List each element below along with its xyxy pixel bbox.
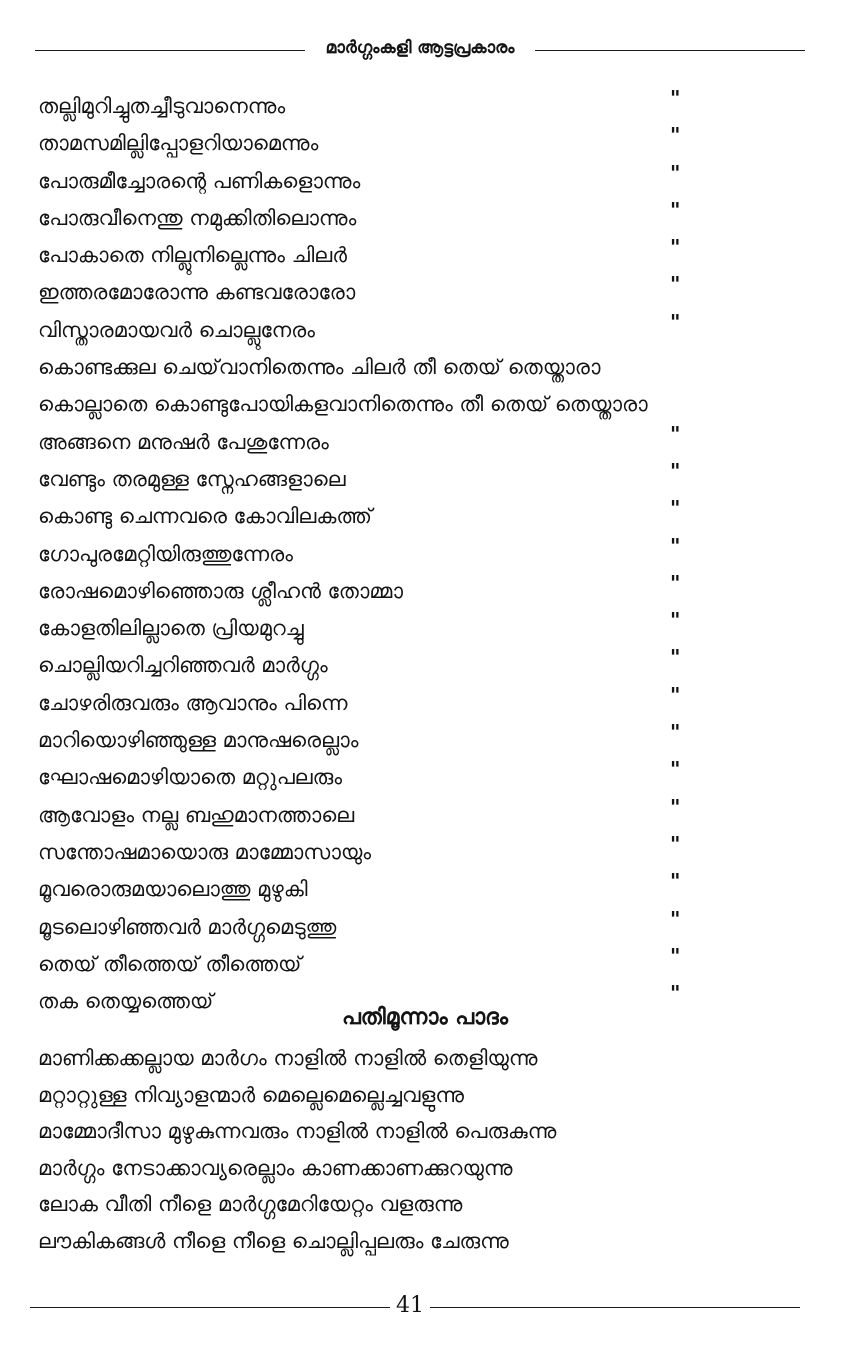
verse-text: തല്ലിമുറിച്ചുതച്ചീടുവാനെന്നും bbox=[38, 94, 286, 118]
verse-text: തെയ് തീത്തെയ് തീത്തെയ് bbox=[38, 951, 302, 976]
verse-text: പോരുവീനെന്തു നമുക്കിതിലൊന്നും bbox=[38, 205, 357, 230]
verse-line bbox=[38, 647, 818, 684]
ditto-mark: " bbox=[670, 86, 681, 110]
page-number: 41 bbox=[396, 1293, 424, 1318]
verse-text: മൂവരൊരുമയാലൊത്തു മുഴുകി bbox=[38, 877, 308, 902]
verse-line bbox=[38, 458, 818, 498]
ditto-mark: " bbox=[670, 309, 681, 334]
verse-text: ആവോളം നല്ല ബഹുമാനത്താലെ bbox=[38, 802, 355, 827]
prose-line: മാണിക്കക്കല്ലായ മാർഗം നാളിൽ നാളിൽ തെളിയുന്നു bbox=[38, 1046, 538, 1070]
verse-text: ചൊല്ലിയറിച്ചറിഞ്ഞവർ മാർഗ്ഗം bbox=[38, 653, 328, 678]
prose-block bbox=[38, 1040, 818, 1259]
ditto-mark: " bbox=[670, 235, 681, 260]
page-footer bbox=[30, 1292, 820, 1320]
ditto-mark: " bbox=[670, 981, 681, 1006]
ditto-mark: " bbox=[670, 943, 681, 968]
ditto-mark: " bbox=[670, 608, 681, 633]
verse-text: കൊല്ലാതെ കൊണ്ടുപോയികളവാനിതെന്നും തീ തെയ് തെയ്താരാ bbox=[38, 392, 648, 417]
verse-line bbox=[38, 309, 818, 349]
ditto-mark: " bbox=[670, 160, 681, 185]
verse-line bbox=[38, 197, 818, 237]
ditto-mark: " bbox=[670, 757, 681, 782]
running-title: മാർഗ്ഗംകളി ആട്ടപ്രകാരം bbox=[325, 38, 515, 58]
verse-line bbox=[38, 943, 818, 983]
verse-line bbox=[38, 610, 818, 647]
verse-line bbox=[38, 237, 818, 274]
ditto-mark: " bbox=[670, 720, 681, 745]
prose-line: ലൗകികങ്ങൾ നീളെ നീളെ ചൊല്ലിപ്പലരും ചേരുന്നു bbox=[38, 1228, 509, 1253]
ditto-mark: " bbox=[670, 197, 681, 222]
verse-text: കൊണ്ടക്കുല ചെയ്‌വാനിതെന്നും ചിലർ തീ തെയ് തെയ്താരാ bbox=[38, 355, 601, 380]
ditto-mark: " bbox=[670, 645, 681, 670]
verse-line bbox=[38, 386, 818, 423]
verse-line bbox=[38, 125, 818, 162]
prose-line: മാമ്മോദീസാ മുഴുകുന്നവരും നാളിൽ നാളിൽ പെരുകുന്നു bbox=[38, 1119, 557, 1143]
verse-text: വേണ്ടും തരമുള്ള സ്നേഹങ്ങളാലെ bbox=[38, 466, 346, 491]
verse-text: പോരുമീച്ചോരന്റെ പണികളൊന്നും bbox=[38, 168, 361, 193]
section-heading: പതിമൂന്നാം പാദം bbox=[341, 1005, 509, 1030]
verse-text: മൂടലൊഴിഞ്ഞവർ മാർഗ്ഗമെടുത്തു bbox=[38, 914, 337, 939]
verse-line bbox=[38, 160, 818, 200]
prose-line: മറ്റാറ്റുള്ള നിവ്യാളന്മാർ മെല്ലെമെല്ലെച്ചവളുന്നു bbox=[38, 1082, 464, 1107]
ditto-mark: " bbox=[670, 682, 681, 707]
header-rule-left bbox=[35, 50, 305, 51]
ditto-mark: " bbox=[670, 906, 681, 931]
verse-line bbox=[38, 349, 818, 386]
ditto-mark: " bbox=[670, 123, 681, 148]
footer-rule-left bbox=[30, 1307, 390, 1308]
verse-line bbox=[38, 794, 818, 834]
verse-line bbox=[38, 570, 818, 610]
verse-text: ഗോപുരമേറ്റിയിരുത്തുന്നേരം bbox=[38, 541, 293, 566]
verse-text: ഇത്തരമോരോന്നു കണ്ടവരോരോ bbox=[38, 280, 356, 305]
verse-text: സന്തോഷമായൊരു മാമ്മോസായും bbox=[38, 839, 372, 864]
verse-text: തക തെയ്യത്തെയ് bbox=[38, 989, 214, 1014]
ditto-mark: " bbox=[670, 458, 681, 483]
verse-line bbox=[38, 533, 818, 573]
verse-line bbox=[38, 498, 818, 535]
verse-line bbox=[38, 682, 818, 722]
ditto-mark: " bbox=[670, 421, 681, 446]
ditto-mark: " bbox=[670, 794, 681, 819]
ditto-mark: " bbox=[670, 496, 681, 521]
verse-text: അങ്ങനെ മനുഷർ പേശുന്നേരം bbox=[38, 429, 329, 454]
verse-text: താമസമില്ലിപ്പോളറിയാമെന്നും bbox=[38, 131, 319, 156]
ditto-mark: " bbox=[670, 272, 681, 297]
footer-rule-right bbox=[430, 1307, 800, 1308]
verse-text: കൊണ്ടു ചെന്നവരെ കോവിലകത്ത് bbox=[38, 504, 373, 529]
verse-text: ഘോഷമൊഴിയാതെ മറ്റുപലരും bbox=[38, 765, 343, 790]
ditto-mark: " bbox=[670, 831, 681, 856]
verse-text: മാറിയൊഴിഞ്ഞുള്ള മാനുഷരെല്ലാം bbox=[38, 728, 359, 753]
ditto-mark: " bbox=[670, 533, 681, 558]
prose-line: മാർഗ്ഗം നേടാക്കാവ്യരെല്ലാം കാണക്കാണക്കുറയുന്നു bbox=[38, 1155, 513, 1180]
verse-line bbox=[38, 421, 818, 461]
page-header bbox=[30, 38, 820, 62]
verse-line bbox=[38, 906, 818, 946]
verse-text: രോഷമൊഴിഞ്ഞൊരു ശ്ലീഹൻ തോമ്മാ bbox=[38, 578, 404, 603]
header-rule-right bbox=[535, 50, 805, 51]
ditto-mark: " bbox=[670, 570, 681, 595]
verse-text: കോളതിലില്ലാതെ പ്രിയമുറച്ചു bbox=[38, 616, 304, 641]
verse-text: പോകാതെ നില്ലുനില്ലെന്നും ചിലർ bbox=[38, 243, 347, 268]
verse-list bbox=[38, 88, 818, 1020]
verse-text: ചോഴരിരുവരും ആവാനും പിന്നെ bbox=[38, 690, 348, 715]
verse-line bbox=[38, 871, 818, 908]
verse-line bbox=[38, 831, 818, 871]
verse-line bbox=[38, 88, 818, 125]
verse-line bbox=[38, 722, 818, 759]
verse-text: വിസ്താരമായവർ ചൊല്ലുനേരം bbox=[38, 317, 315, 342]
verse-line bbox=[38, 759, 818, 796]
verse-line bbox=[38, 274, 818, 311]
prose-line: ലോക വീതി നീളെ മാർഗ്ഗമേറിയേറ്റം വളരുന്നു bbox=[38, 1192, 463, 1216]
ditto-mark: " bbox=[670, 869, 681, 894]
